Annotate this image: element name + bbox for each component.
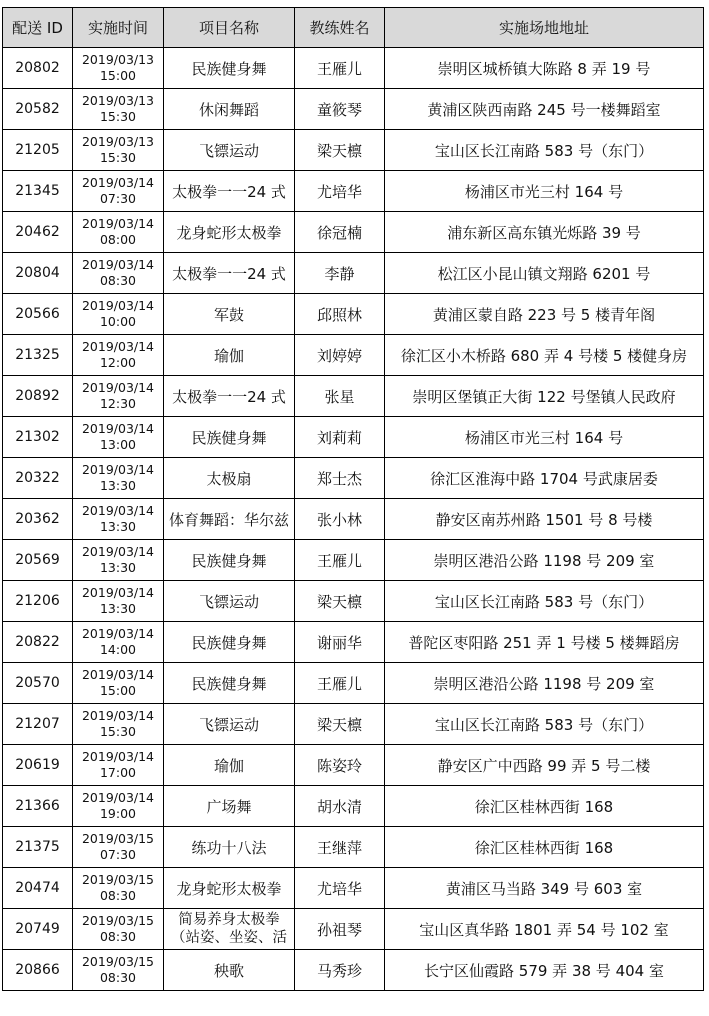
coach-cell: 王雁儿 xyxy=(295,48,385,89)
time-cell xyxy=(73,950,164,991)
coach-cell: 张星 xyxy=(295,376,385,417)
address-cell: 静安区广中西路 99 弄 5 号二楼 xyxy=(385,745,704,786)
delivery-id-cell: 20582 xyxy=(3,89,73,130)
coach-cell: 刘莉莉 xyxy=(295,417,385,458)
coach-cell: 谢丽华 xyxy=(295,622,385,663)
delivery-id-cell: 20866 xyxy=(3,950,73,991)
table-row xyxy=(3,335,704,376)
date-text: 2019/03/14 xyxy=(81,544,155,559)
table-row xyxy=(3,171,704,212)
address-cell: 长宁区仙霞路 579 弄 38 号 404 室 xyxy=(385,950,704,991)
clock-text: 13:30 xyxy=(99,601,137,616)
time-cell xyxy=(73,294,164,335)
date-text: 2019/03/14 xyxy=(81,257,155,272)
delivery-id-cell: 21366 xyxy=(3,786,73,827)
table-row xyxy=(3,745,704,786)
date-text: 2019/03/14 xyxy=(81,216,155,231)
coach-cell: 郑士杰 xyxy=(295,458,385,499)
clock-text: 10:00 xyxy=(99,314,137,329)
clock-text: 08:30 xyxy=(99,970,137,985)
table-row xyxy=(3,458,704,499)
address-cell: 静安区南苏州路 1501 号 8 号楼 xyxy=(385,499,704,540)
clock-text: 14:00 xyxy=(99,642,137,657)
header-delivery-id: 配送 ID xyxy=(3,8,73,48)
time-cell xyxy=(73,786,164,827)
clock-text: 15:30 xyxy=(99,150,137,165)
date-text: 2019/03/15 xyxy=(81,913,155,928)
date-text: 2019/03/14 xyxy=(81,175,155,190)
clock-text: 13:30 xyxy=(99,560,137,575)
table-row xyxy=(3,48,704,89)
project-cell: 太极扇 xyxy=(164,458,295,499)
time-cell xyxy=(73,663,164,704)
delivery-id-cell: 21325 xyxy=(3,335,73,376)
clock-text: 15:30 xyxy=(99,109,137,124)
coach-cell: 王继萍 xyxy=(295,827,385,868)
coach-cell: 孙祖琴 xyxy=(295,909,385,950)
coach-cell: 刘婷婷 xyxy=(295,335,385,376)
time-cell xyxy=(73,335,164,376)
project-cell: 练功十八法 xyxy=(164,827,295,868)
clock-text: 07:30 xyxy=(99,191,137,206)
date-text: 2019/03/13 xyxy=(81,93,155,108)
project-cell: 太极拳一一24 式 xyxy=(164,253,295,294)
coach-cell: 尤培华 xyxy=(295,868,385,909)
header-address: 实施场地地址 xyxy=(385,8,704,48)
coach-cell: 梁天檩 xyxy=(295,704,385,745)
date-text: 2019/03/15 xyxy=(81,831,155,846)
table-row xyxy=(3,622,704,663)
delivery-id-cell: 21206 xyxy=(3,581,73,622)
table-row xyxy=(3,130,704,171)
table-row xyxy=(3,827,704,868)
header-project: 项目名称 xyxy=(164,8,295,48)
project-cell: 民族健身舞 xyxy=(164,540,295,581)
address-cell: 徐汇区小木桥路 680 弄 4 号楼 5 楼健身房 xyxy=(385,335,704,376)
time-cell xyxy=(73,909,164,950)
project-cell: 龙身蛇形太极拳 xyxy=(164,212,295,253)
time-cell xyxy=(73,704,164,745)
time-cell xyxy=(73,130,164,171)
delivery-id-cell: 20322 xyxy=(3,458,73,499)
date-text: 2019/03/14 xyxy=(81,749,155,764)
delivery-id-cell: 21207 xyxy=(3,704,73,745)
project-cell: 龙身蛇形太极拳 xyxy=(164,868,295,909)
clock-text: 13:30 xyxy=(99,478,137,493)
date-text: 2019/03/14 xyxy=(81,339,155,354)
clock-text: 13:00 xyxy=(99,437,137,452)
coach-cell: 邱照林 xyxy=(295,294,385,335)
address-cell: 崇明区城桥镇大陈路 8 弄 19 号 xyxy=(385,48,704,89)
table-row xyxy=(3,253,704,294)
address-cell: 崇明区堡镇正大街 122 号堡镇人民政府 xyxy=(385,376,704,417)
address-cell: 浦东新区高东镇光烁路 39 号 xyxy=(385,212,704,253)
delivery-id-cell: 21205 xyxy=(3,130,73,171)
project-cell: 简易养身太极拳（站姿、坐姿、活 xyxy=(164,909,295,950)
address-cell: 宝山区长江南路 583 号（东门） xyxy=(385,581,704,622)
table-row xyxy=(3,909,704,950)
coach-cell: 童筱琴 xyxy=(295,89,385,130)
project-cell: 太极拳一一24 式 xyxy=(164,171,295,212)
address-cell: 宝山区长江南路 583 号（东门） xyxy=(385,130,704,171)
date-text: 2019/03/14 xyxy=(81,585,155,600)
clock-text: 13:30 xyxy=(99,519,137,534)
address-cell: 崇明区港沿公路 1198 号 209 室 xyxy=(385,540,704,581)
project-cell: 民族健身舞 xyxy=(164,48,295,89)
clock-text: 17:00 xyxy=(99,765,137,780)
project-cell: 广场舞 xyxy=(164,786,295,827)
delivery-id-cell: 20804 xyxy=(3,253,73,294)
address-cell: 徐汇区桂林西街 168 xyxy=(385,827,704,868)
table-row xyxy=(3,417,704,458)
address-cell: 松江区小昆山镇文翔路 6201 号 xyxy=(385,253,704,294)
delivery-id-cell: 20749 xyxy=(3,909,73,950)
table-row xyxy=(3,704,704,745)
clock-text: 15:30 xyxy=(99,724,137,739)
project-cell: 秧歌 xyxy=(164,950,295,991)
delivery-id-cell: 20566 xyxy=(3,294,73,335)
date-text: 2019/03/13 xyxy=(81,134,155,149)
coach-cell: 尤培华 xyxy=(295,171,385,212)
delivery-id-cell: 20822 xyxy=(3,622,73,663)
project-cell: 民族健身舞 xyxy=(164,622,295,663)
table-body xyxy=(3,48,704,991)
delivery-id-cell: 20892 xyxy=(3,376,73,417)
table-row xyxy=(3,663,704,704)
time-cell xyxy=(73,417,164,458)
delivery-id-cell: 20474 xyxy=(3,868,73,909)
coach-cell: 梁天檩 xyxy=(295,130,385,171)
date-text: 2019/03/14 xyxy=(81,626,155,641)
clock-text: 12:00 xyxy=(99,355,137,370)
coach-cell: 王雁儿 xyxy=(295,540,385,581)
project-cell: 民族健身舞 xyxy=(164,417,295,458)
date-text: 2019/03/14 xyxy=(81,503,155,518)
time-cell xyxy=(73,745,164,786)
date-text: 2019/03/15 xyxy=(81,872,155,887)
delivery-id-cell: 20619 xyxy=(3,745,73,786)
date-text: 2019/03/14 xyxy=(81,462,155,477)
time-cell xyxy=(73,868,164,909)
date-text: 2019/03/14 xyxy=(81,421,155,436)
project-cell: 飞镖运动 xyxy=(164,130,295,171)
time-cell xyxy=(73,376,164,417)
project-cell: 军鼓 xyxy=(164,294,295,335)
project-cell: 瑜伽 xyxy=(164,745,295,786)
delivery-id-cell: 20362 xyxy=(3,499,73,540)
project-cell: 飞镖运动 xyxy=(164,704,295,745)
project-cell: 休闲舞蹈 xyxy=(164,89,295,130)
header-time: 实施时间 xyxy=(73,8,164,48)
time-cell xyxy=(73,171,164,212)
address-cell: 宝山区真华路 1801 弄 54 号 102 室 xyxy=(385,909,704,950)
header-coach: 教练姓名 xyxy=(295,8,385,48)
clock-text: 15:00 xyxy=(99,683,137,698)
time-cell xyxy=(73,48,164,89)
address-cell: 黄浦区马当路 349 号 603 室 xyxy=(385,868,704,909)
clock-text: 08:30 xyxy=(99,929,137,944)
date-text: 2019/03/14 xyxy=(81,667,155,682)
clock-text: 08:30 xyxy=(99,273,137,288)
coach-cell: 马秀珍 xyxy=(295,950,385,991)
date-text: 2019/03/14 xyxy=(81,298,155,313)
address-cell: 徐汇区桂林西街 168 xyxy=(385,786,704,827)
table-row xyxy=(3,581,704,622)
project-cell: 民族健身舞 xyxy=(164,663,295,704)
delivery-id-cell: 20802 xyxy=(3,48,73,89)
address-cell: 杨浦区市光三村 164 号 xyxy=(385,417,704,458)
project-cell: 瑜伽 xyxy=(164,335,295,376)
address-cell: 徐汇区淮海中路 1704 号武康居委 xyxy=(385,458,704,499)
project-cell: 飞镖运动 xyxy=(164,581,295,622)
coach-cell: 李静 xyxy=(295,253,385,294)
time-cell xyxy=(73,499,164,540)
clock-text: 19:00 xyxy=(99,806,137,821)
coach-cell: 徐冠楠 xyxy=(295,212,385,253)
delivery-id-cell: 20462 xyxy=(3,212,73,253)
clock-text: 08:30 xyxy=(99,888,137,903)
delivery-id-cell: 21375 xyxy=(3,827,73,868)
coach-cell: 胡水清 xyxy=(295,786,385,827)
project-cell: 体育舞蹈：华尔兹 xyxy=(164,499,295,540)
time-cell xyxy=(73,89,164,130)
time-cell xyxy=(73,458,164,499)
date-text: 2019/03/14 xyxy=(81,708,155,723)
table-row xyxy=(3,868,704,909)
schedule-table xyxy=(2,7,704,991)
address-cell: 杨浦区市光三村 164 号 xyxy=(385,171,704,212)
table-row xyxy=(3,294,704,335)
delivery-id-cell: 20569 xyxy=(3,540,73,581)
table-row xyxy=(3,499,704,540)
clock-text: 15:00 xyxy=(99,68,137,83)
table-row xyxy=(3,212,704,253)
date-text: 2019/03/15 xyxy=(81,954,155,969)
time-cell xyxy=(73,827,164,868)
delivery-id-cell: 21302 xyxy=(3,417,73,458)
address-cell: 崇明区港沿公路 1198 号 209 室 xyxy=(385,663,704,704)
schedule-sheet xyxy=(2,7,703,991)
delivery-id-cell: 20570 xyxy=(3,663,73,704)
table-row xyxy=(3,89,704,130)
address-cell: 普陀区枣阳路 251 弄 1 号楼 5 楼舞蹈房 xyxy=(385,622,704,663)
clock-text: 12:30 xyxy=(99,396,137,411)
address-cell: 黄浦区蒙自路 223 号 5 楼青年阁 xyxy=(385,294,704,335)
time-cell xyxy=(73,253,164,294)
address-cell: 宝山区长江南路 583 号（东门） xyxy=(385,704,704,745)
header-row xyxy=(3,8,704,48)
table-row xyxy=(3,786,704,827)
clock-text: 08:00 xyxy=(99,232,137,247)
time-cell xyxy=(73,581,164,622)
coach-cell: 王雁儿 xyxy=(295,663,385,704)
delivery-id-cell: 21345 xyxy=(3,171,73,212)
clock-text: 07:30 xyxy=(99,847,137,862)
table-row xyxy=(3,540,704,581)
table-row xyxy=(3,950,704,991)
project-cell: 太极拳一一24 式 xyxy=(164,376,295,417)
time-cell xyxy=(73,212,164,253)
address-cell: 黄浦区陕西南路 245 号一楼舞蹈室 xyxy=(385,89,704,130)
time-cell xyxy=(73,622,164,663)
coach-cell: 梁天檩 xyxy=(295,581,385,622)
time-cell xyxy=(73,540,164,581)
date-text: 2019/03/13 xyxy=(81,52,155,67)
table-row xyxy=(3,376,704,417)
date-text: 2019/03/14 xyxy=(81,790,155,805)
date-text: 2019/03/14 xyxy=(81,380,155,395)
coach-cell: 张小林 xyxy=(295,499,385,540)
coach-cell: 陈姿玲 xyxy=(295,745,385,786)
